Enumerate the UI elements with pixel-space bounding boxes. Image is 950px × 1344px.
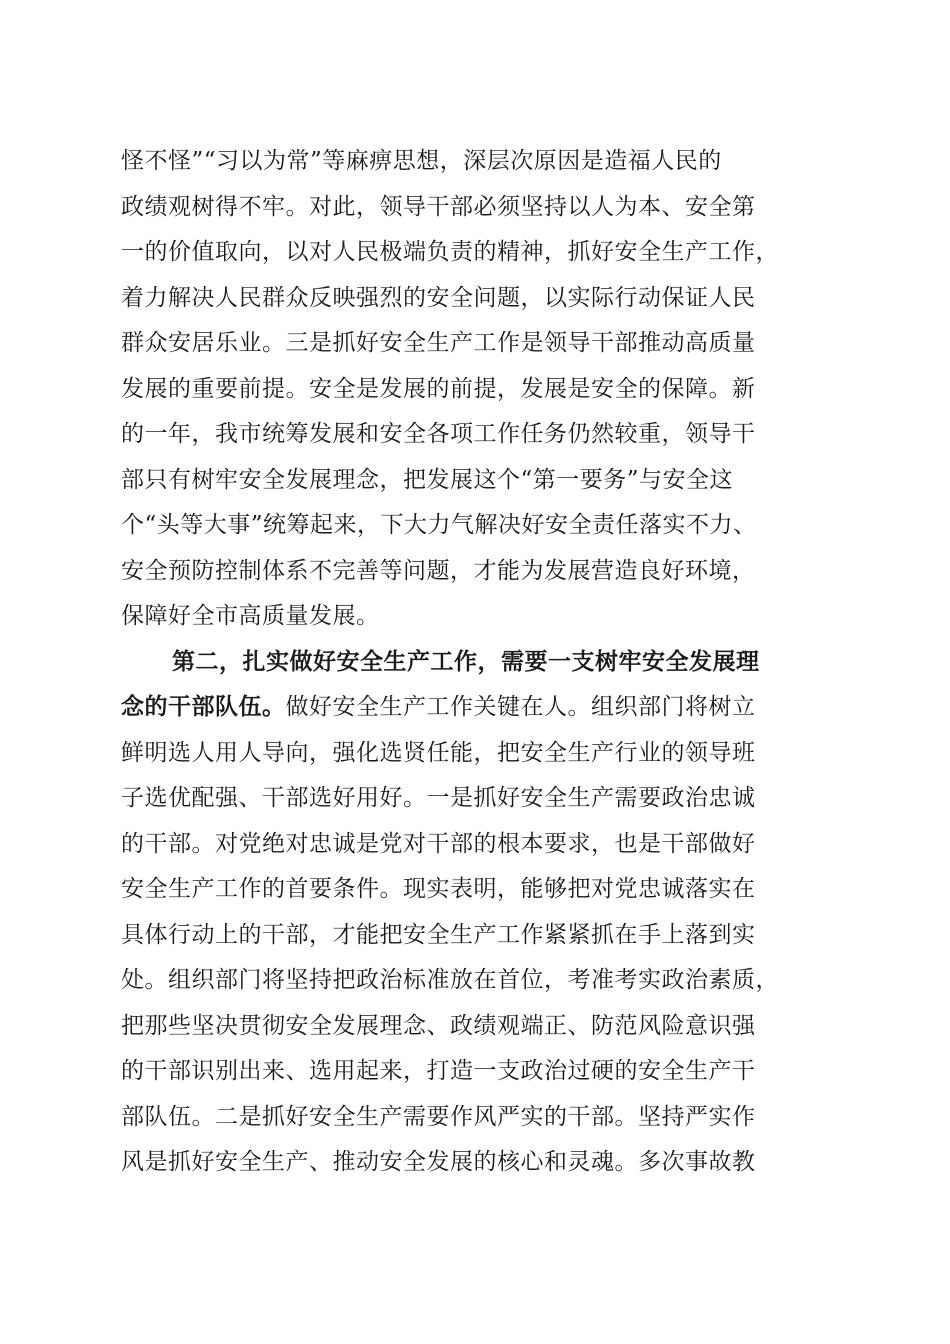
text-line: 的干部。对党绝对忠诚是党对干部的根本要求，也是干部做好 (121, 831, 756, 857)
text-line: 把那些坚决贯彻安全发展理念、政绩观端正、防范风险意识强 (121, 1013, 756, 1039)
text-line: 风是抓好安全生产、推动安全发展的核心和灵魂。多次事故教 (121, 1149, 756, 1175)
section-heading-line: 第二，扎实做好安全生产工作，需要一支树牢安全发展理 (172, 648, 760, 675)
text-line: 的一年，我市统筹发展和安全各项工作任务仍然较重，领导干 (121, 421, 756, 447)
text-line: 部队伍。二是抓好安全生产需要作风严实的干部。坚持严实作 (121, 1104, 756, 1130)
text-line: 的干部识别出来、选用起来，打造一支政治过硬的安全生产干 (121, 1058, 756, 1084)
text-line: 保障好全市高质量发展。 (121, 603, 380, 629)
text-line: 群众安居乐业。三是抓好安全生产工作是领导干部推动高质量 (121, 330, 756, 356)
section-heading-tail: 念的干部队伍。 (121, 693, 286, 720)
text-line: 一的价值取向，以对人民极端负责的精神，抓好安全生产工作， (121, 239, 779, 265)
paragraph-start: 做好安全生产工作关键在人。组织部门将树立 (285, 694, 756, 720)
text-line: 具体行动上的干部，才能把安全生产工作紧紧抓在手上落到实 (121, 922, 756, 948)
text-line: 个“头等大事”统筹起来，下大力气解决好安全责任落实不力、 (121, 512, 757, 538)
text-line: 处。组织部门将坚持把政治标准放在首位，考准考实政治素质， (121, 967, 779, 993)
text-line: 鲜明选人用人导向，强化选贤任能，把安全生产行业的领导班 (121, 740, 756, 766)
text-line: 政绩观树得不牢。对此，领导干部必须坚持以人为本、安全第 (121, 194, 756, 220)
text-line: 部只有树牢安全发展理念，把发展这个“第一要务”与安全这 (121, 467, 734, 493)
text-line: 怪不怪”“习以为常”等麻痹思想，深层次原因是造福人民的 (121, 148, 722, 174)
text-line: 着力解决人民群众反映强烈的安全问题，以实际行动保证人民 (121, 285, 756, 311)
text-line: 安全生产工作的首要条件。现实表明，能够把对党忠诚落实在 (121, 876, 756, 902)
text-line: 子选优配强、干部选好用好。一是抓好安全生产需要政治忠诚 (121, 785, 756, 811)
text-line: 发展的重要前提。安全是发展的前提，发展是安全的保障。新 (121, 376, 756, 402)
text-line-mixed (121, 687, 831, 727)
text-line: 安全预防控制体系不完善等问题，才能为发展营造良好环境， (121, 558, 756, 584)
